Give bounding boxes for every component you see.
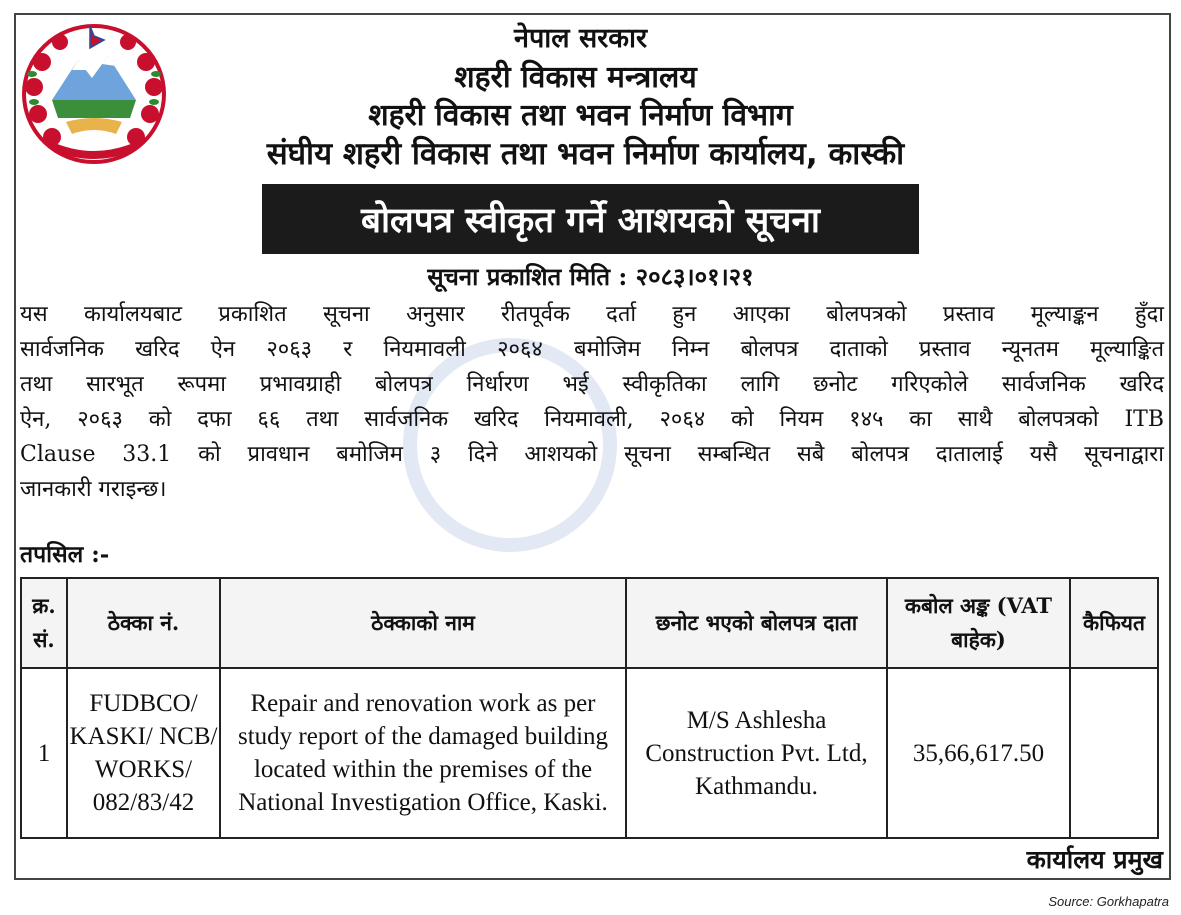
notice-title: बोलपत्र स्वीकृत गर्ने आशयको सूचना [360,199,820,241]
header-office: संघीय शहरी विकास तथा भवन निर्माण कार्यालय, कास्की [266,136,905,172]
paragraph-line: ऐन, २०६३ को दफा ६६ तथा सार्वजनिक खरिद नियमावली, २०६४ को नियम १४५ का साथै बोलपत्रको ITB [20,407,1164,432]
cell-remarks [1070,668,1158,838]
col-header-contract-no: ठेक्का नं. [67,578,220,668]
col-header-sn: क्र. सं. [21,578,67,668]
cell-sn: 1 [21,668,67,838]
col-header-bidder: छनोट भएको बोलपत्र दाता [626,578,887,668]
details-label: तपसिल :- [20,541,110,568]
table-row [21,668,1158,838]
published-date: सूचना प्रकाशित मिति : २०८३।०१।२१ [427,262,754,291]
cell-bidder: M/S Ashlesha Construction Pvt. Ltd, Kathmandu. [626,668,887,838]
header-department: शहरी विकास तथा भवन निर्माण विभाग [368,98,793,133]
header-government: नेपाल सरकार [513,23,648,54]
col-header-amount: कबोल अङ्क (VAT बाहेक) [887,578,1070,668]
paragraph-line: तथा सारभूत रूपमा प्रभावग्राही बोलपत्र निर्धारण भई स्वीकृतिका लागि छनोट गरिएकोले सार्वजनिक खरिद [20,372,1164,397]
notice-paragraph [20,297,1164,507]
paragraph-line: जानकारी गराइन्छ। [20,477,167,502]
source-credit: Source: Gorkhapatra [1048,894,1169,909]
cell-contract-name: Repair and renovation work as per study report of the damaged building located within the premises of the National Investigation Office, Kaski. [220,668,626,838]
paragraph-line: Clause 33.1 को प्रावधान बमोजिम ३ दिने आशयको सूचना सम्बन्धित सबै बोलपत्र दातालाई यसै सूचनाद्वारा [20,442,1164,467]
cell-amount: 35,66,617.50 [887,668,1070,838]
signature-office-head: कार्यालय प्रमुख [1026,845,1163,874]
col-header-contract-name: ठेक्काको नाम [220,578,626,668]
paragraph-line: यस कार्यालयबाट प्रकाशित सूचना अनुसार रीतपूर्वक दर्ता हुन आएका बोलपत्रको प्रस्ताव मूल्याङ्कन हुँदा [20,302,1164,327]
paragraph-line: सार्वजनिक खरिद ऐन २०६३ र नियमावली २०६४ बमोजिम निम्न बोलपत्र दाताको प्रस्ताव न्यूनतम मूल्याङ्कित [20,337,1164,362]
table-header-row [21,578,1158,668]
col-header-remarks: कैफियत [1070,578,1158,668]
bid-table [20,577,1159,839]
notice-title-banner [262,184,919,254]
header-ministry: शहरी विकास मन्त्रालय [454,60,697,95]
cell-contract-no: FUDBCO/ KASKI/ NCB/ WORKS/ 082/83/42 [67,668,220,838]
